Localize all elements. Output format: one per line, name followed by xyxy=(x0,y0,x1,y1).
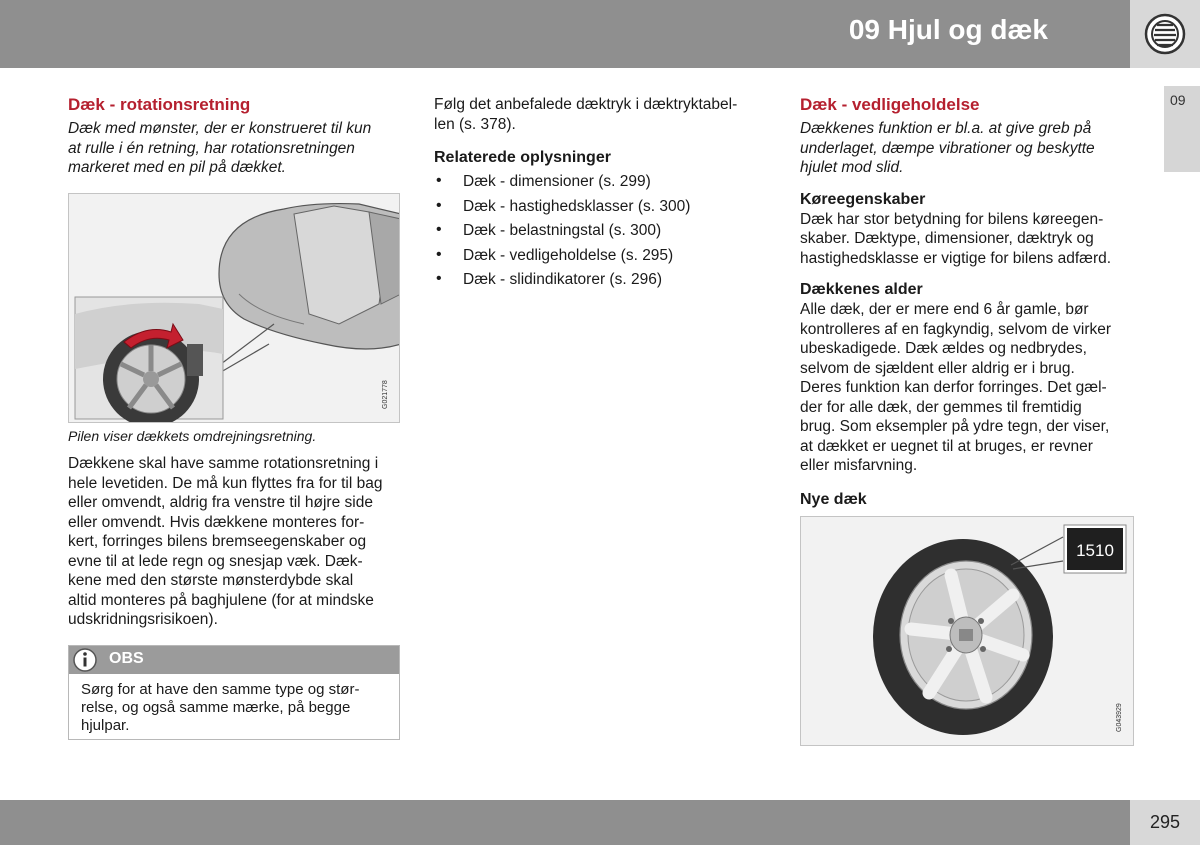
related-heading: Relaterede oplysninger xyxy=(434,149,611,166)
info-icon xyxy=(73,648,97,672)
subheading-tire-age: Dækkenes alder xyxy=(800,281,923,298)
note-label: OBS xyxy=(109,650,144,667)
rotation-intro: Dæk med mønster, der er konstrueret til kun at rulle i én retning, har rotationsretningen markeret med en pil på dækket. xyxy=(68,120,372,176)
subheading-handling: Køreegenskaber xyxy=(800,190,926,208)
side-tab-label: 09 xyxy=(1170,92,1186,108)
related-item[interactable]: • Dæk - belastningstal (s. 300) xyxy=(434,219,764,244)
related-item[interactable]: • Dæk - vedligeholdelse (s. 295) xyxy=(434,244,764,269)
note-header xyxy=(69,646,399,674)
maintenance-intro: Dækkenes funktion er bl.a. at give greb på underlaget, dæmpe vibrationer og beskytte hjulet mod slid. xyxy=(800,120,1095,176)
related-item[interactable]: • Dæk - slidindikatorer (s. 296) xyxy=(434,268,764,293)
chapter-title: 09 Hjul og dæk xyxy=(848,14,1048,45)
tire-date-label: 1510 xyxy=(1076,541,1114,560)
rotation-figure xyxy=(68,193,400,423)
figure-caption: Pilen viser dækkets omdrejningsretning. xyxy=(68,428,317,444)
left-column xyxy=(68,95,400,178)
figure-code: G021778 xyxy=(382,380,389,409)
right-column xyxy=(800,95,1135,510)
pressure-line-1: Følg det anbefalede dæktryk i dæktryktabel- xyxy=(434,96,738,113)
header-bar xyxy=(0,0,1130,68)
related-item[interactable]: • Dæk - dimensioner (s. 299) xyxy=(434,170,764,195)
related-list xyxy=(434,170,764,293)
figure-code: G043929 xyxy=(1116,703,1123,732)
note-box xyxy=(68,645,400,740)
related-item[interactable]: • Dæk - hastighedsklasser (s. 300) xyxy=(434,195,764,220)
footer-bar xyxy=(0,800,1130,845)
section-heading-maintenance: Dæk - vedligeholdelse xyxy=(800,95,980,114)
handling-text: Dæk har stor betydning for bilens køreegen- skaber. Dæktype, dimensioner, dæktryk og hastighedsklasse er vigtige for bilens adfærd. xyxy=(800,210,1112,267)
note-text: Sørg for at have den samme type og stør- relse, og også samme mærke, på begge hjulpar. xyxy=(81,681,360,734)
page-number: 295 xyxy=(1150,812,1181,832)
wheel-illustration xyxy=(801,517,1134,746)
pressure-line-2: len (s. 378). xyxy=(434,115,516,133)
middle-column xyxy=(434,95,764,293)
car-wheel-illustration xyxy=(69,194,400,423)
tire-icon xyxy=(1144,13,1186,55)
new-tire-figure xyxy=(800,516,1134,746)
chapter-icon-box xyxy=(1130,0,1200,68)
subheading-new-tires: Nye dæk xyxy=(800,490,867,508)
tire-age-text: Alle dæk, der er mere end 6 år gamle, bør kontrolleres af en fagkyndig, selvom de virker ubeskadigede. Dæk ældes og nedbrydes, selvom de sjældent eller aldrig er i brug. Deres funktion kan derfor forringes. Det gæl- der for alle dæk, der gemmes til fremtidig brug. Som eksempler på ydre tegn, der viser, at dækket er uegnet til at bruges, er revner eller misfarvning. xyxy=(800,301,1112,474)
section-heading-rotation: Dæk - rotationsretning xyxy=(68,95,251,114)
rotation-body: Dækkene skal have samme rotationsretning i hele levetiden. De må kun flyttes fra for til bag eller omvendt, aldrig fra venstre til højre side eller omvendt. Hvis dækkene monteres for- kert, forringes bilens bremseegenskaber og evne til at lede regn og snesjap væk. Dæk- kene med den største mønsterdybde skal altid monteres på baghjulene (for at mindske udskridningsrisikoen). xyxy=(68,455,383,628)
chapter-side-tab[interactable] xyxy=(1164,86,1200,172)
